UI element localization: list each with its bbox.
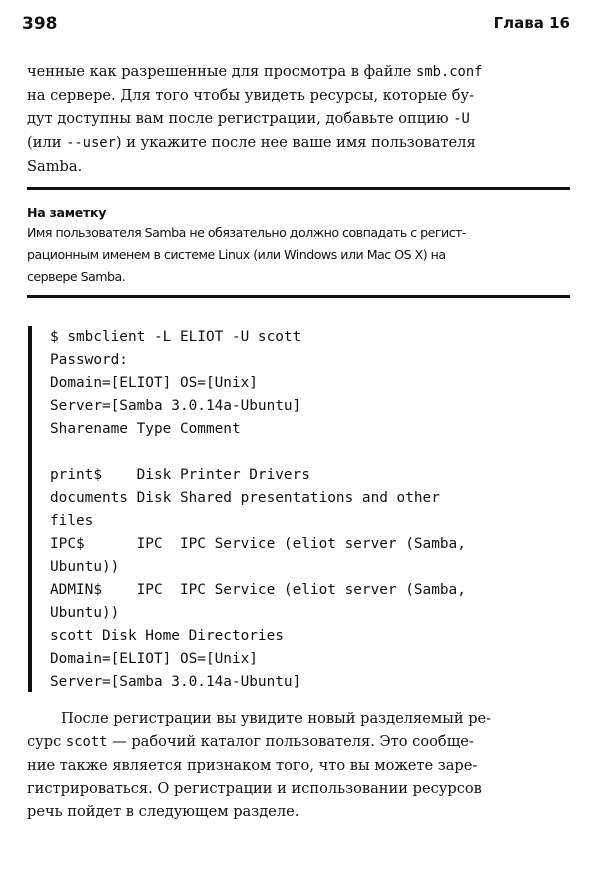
code-line: Domain=[ELIOT] OS=[Unix] — [50, 375, 258, 391]
code-line: documents Disk Shared presentations and other — [50, 490, 440, 506]
note-line: рационным именем в системе Linux (или Windows или Mac OS X) на — [27, 247, 446, 262]
intro-paragraph — [27, 60, 574, 178]
note-box — [27, 203, 572, 288]
text-line: После регистрации вы увидите новый разделяемый ре- — [61, 710, 492, 727]
code-line: Server=[Samba 3.0.14a-Ubuntu] — [50, 674, 302, 690]
code-line: scott Disk Home Directories — [50, 628, 284, 644]
code-line: ADMIN$ IPC IPC Service (eliot server (Samba, — [50, 582, 466, 598]
note-top-rule — [27, 187, 570, 190]
code-line: print$ Disk Printer Drivers — [50, 467, 310, 483]
code-line: Ubuntu)) — [50, 605, 120, 621]
note-title: На заметку — [27, 205, 107, 220]
inline-code: --user — [66, 135, 116, 151]
code-line: files — [50, 513, 94, 529]
text-line: ние также является признаком того, что вы можете заре- — [27, 757, 478, 774]
page-header — [22, 14, 570, 40]
page-number: 398 — [22, 14, 58, 34]
inline-code: -U — [453, 111, 470, 127]
note-bottom-rule — [27, 295, 570, 298]
code-line: Password: — [50, 352, 128, 368]
outro-paragraph — [27, 707, 574, 823]
text-line: сурс scott — рабочий каталог пользователя. Это сообще- — [27, 733, 474, 750]
text-line: на сервере. Для того чтобы увидеть ресурсы, которые бу- — [27, 87, 475, 104]
text-line: Samba. — [27, 158, 83, 175]
text-line: речь пойдет в следующем разделе. — [27, 803, 300, 820]
code-line: Ubuntu)) — [50, 559, 120, 575]
code-listing — [28, 326, 572, 692]
text-line: дут доступны вам после регистрации, добавьте опцию -U — [27, 110, 470, 127]
code-line: Server=[Samba 3.0.14a-Ubuntu] — [50, 398, 302, 414]
note-line: сервере Samba. — [27, 269, 126, 284]
code-line: Sharename Type Comment — [50, 421, 241, 437]
inline-code: scott — [65, 734, 108, 750]
chapter-title: Глава 16 — [493, 14, 570, 32]
text-line: ченные как разрешенные для просмотра в файле smb.conf — [27, 63, 483, 80]
code-line: $ smbclient -L ELIOT -U scott — [50, 329, 302, 345]
code-line: Domain=[ELIOT] OS=[Unix] — [50, 651, 258, 667]
code-line: IPC$ IPC IPC Service (eliot server (Samba, — [50, 536, 466, 552]
text-line: (или --user) и укажите после нее ваше имя пользователя — [27, 134, 476, 151]
note-text — [27, 222, 572, 288]
text-line: гистрироваться. О регистрации и использовании ресурсов — [27, 780, 482, 797]
inline-code: smb.conf — [416, 64, 483, 80]
note-line: Имя пользователя Samba не обязательно должно совпадать с регист- — [27, 225, 467, 240]
